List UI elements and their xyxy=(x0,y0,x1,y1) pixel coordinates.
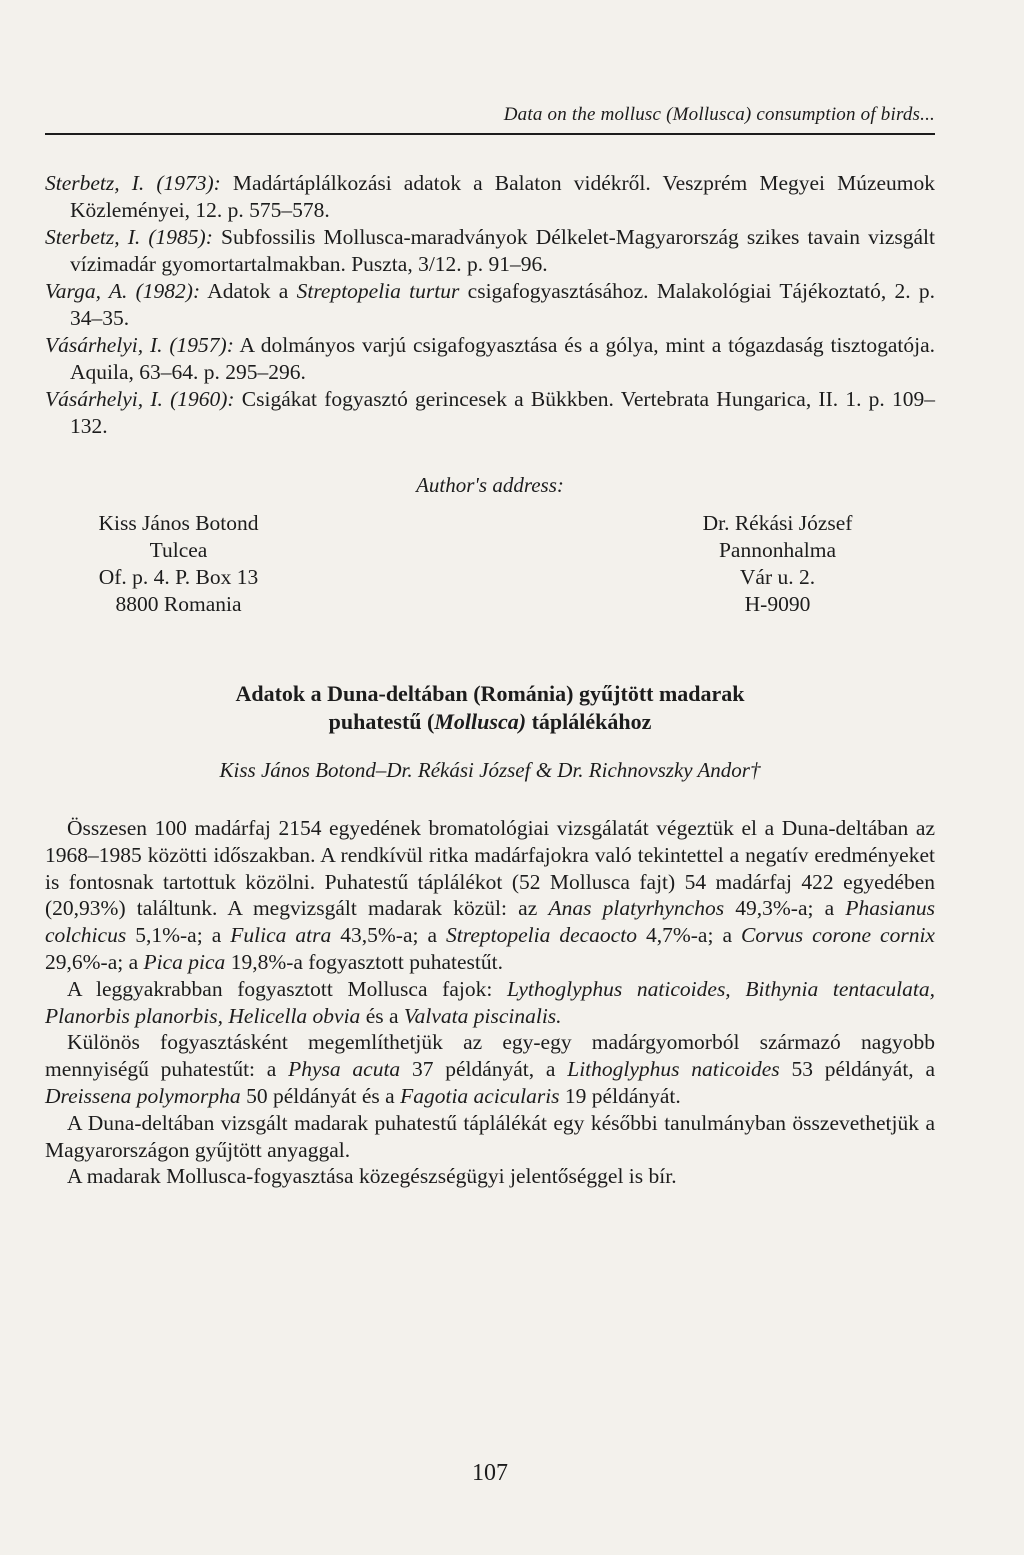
text: 19 példányát. xyxy=(559,1083,681,1108)
species-name: Dreissena polymorpha xyxy=(45,1083,241,1108)
reference-author: Vásárhelyi, I. (1960): xyxy=(45,387,235,411)
species-name: Lithoglyphus naticoides xyxy=(567,1057,780,1082)
address-line: H-9090 xyxy=(744,592,811,616)
reference-item xyxy=(45,332,935,386)
species-name: Fagotia acicularis xyxy=(400,1083,560,1108)
abstract-paragraph xyxy=(45,976,935,1030)
text: 5,1%-a; a xyxy=(126,923,231,948)
species-name: Corvus corone cornix xyxy=(741,923,935,948)
reference-author: Sterbetz, I. (1973): xyxy=(45,171,221,195)
text: Összesen 100 madárfaj 2154 egyedének bromatológiai vizsgálatát végeztük el a Duna-deltában az 1968–1985 közötti időszakban. A rendkívül ritka madárfajokra való tekintettel a negatív eredményeket is fontosnak tartottuk közölni. Puhatestű táplálékot (52 Mollusca fajt) 54 madárfaj 422 egyedében (20,93%) találtunk. A megvizsgált madarak közül: az xyxy=(45,816,935,921)
text: A leggyakrabban fogyasztott Mollusca fajok: xyxy=(67,976,508,1001)
species-name: Streptopelia decaocto xyxy=(446,923,637,948)
reference-author: Vásárhelyi, I. (1957): xyxy=(45,333,234,357)
page-number: 107 xyxy=(472,1460,508,1486)
address-block-right xyxy=(680,510,875,618)
reference-list xyxy=(45,170,935,440)
address-heading: Author's address: xyxy=(416,473,564,497)
species-name: Valvata piscinalis. xyxy=(403,1003,562,1028)
reference-title: Adatok a xyxy=(200,279,297,303)
species-name: Fulica atra xyxy=(230,923,332,948)
reference-species: Streptopelia turtur xyxy=(296,279,460,303)
text: Különös fogyasztásként megemlíthetjük az egy-egy madárgyomorból származó nagyobb mennyiségű puhatestűt: a xyxy=(45,1030,935,1082)
address-line: 8800 Romania xyxy=(115,592,242,616)
abstract-paragraph xyxy=(45,815,935,976)
reference-item xyxy=(45,224,935,278)
abstract-paragraph: A madarak Mollusca-fogyasztása közegészségügyi jelentőséggel is bír. xyxy=(67,1164,677,1189)
abstract-paragraph xyxy=(45,1029,935,1109)
text: és a xyxy=(360,1003,404,1028)
reference-title: Subfossilis Mollusca-maradványok Délkelet-Magyarország szikes tavain vizsgált vízimadár gyomortartalmakban. Puszta, 3/12. p. 91–96. xyxy=(70,225,936,276)
abstract-paragraph: A Duna-deltában vizsgált madarak puhatestű táplálékát egy későbbi tanulmányban összevethetjük a Magyarországon gyűjtött anyaggal. xyxy=(45,1110,935,1162)
species-name: Physa acuta xyxy=(288,1057,401,1082)
reference-author: Sterbetz, I. (1985): xyxy=(45,225,213,249)
text: 53 példányát, a xyxy=(779,1057,935,1082)
running-head: Data on the mollusc (Mollusca) consumption of birds... xyxy=(503,104,935,125)
reference-item xyxy=(45,170,935,224)
reference-title: Csigákat fogyasztó gerincesek a Bükkben. Vertebrata Hungarica, II. 1. p. 109–132. xyxy=(70,387,935,438)
address-line: Tulcea xyxy=(149,538,208,562)
text: 49,3%-a; a xyxy=(724,896,846,921)
reference-author: Varga, A. (1982): xyxy=(45,279,201,303)
address-line: Dr. Rékási József xyxy=(702,511,853,535)
article-title-line xyxy=(45,708,935,736)
text: 4,7%-a; a xyxy=(636,923,741,948)
text: 50 példányát és a xyxy=(240,1083,401,1108)
species-name: Pica pica xyxy=(143,949,226,974)
address-block-left xyxy=(66,510,291,618)
species-name: Phasianus colchicus xyxy=(45,896,936,948)
address-line: Of. p. 4. P. Box 13 xyxy=(98,565,259,589)
article-title xyxy=(45,680,935,736)
address-line: Pannonhalma xyxy=(718,538,837,562)
reference-title: A dolmányos varjú csigafogyasztása és a gólya, mint a tógazdaság tisztogatója. Aquila, 63–64. p. 295–296. xyxy=(70,333,935,384)
article-title-taxon: Mollusca) xyxy=(434,709,527,734)
article-title-line: Adatok a Duna-deltában (Románia) gyűjtött madarak xyxy=(235,681,745,706)
text: 19,8%-a fogyasztott puhatestűt. xyxy=(225,949,503,974)
article-title-part: puhatestű ( xyxy=(328,709,435,734)
reference-title: Madártáplálkozási adatok a Balaton vidékről. Veszprém Megyei Múzeumok Közleményei, 12. p. 575–578. xyxy=(70,171,936,222)
text: 37 példányát, a xyxy=(400,1057,568,1082)
abstract xyxy=(45,815,935,1190)
reference-title-rest: csigafogyasztásához. Malakológiai Tájékoztató, 2. p. 34–35. xyxy=(70,279,936,330)
species-name: Anas platyrhynchos xyxy=(548,896,725,921)
reference-item xyxy=(45,386,935,440)
article-authors: Kiss János Botond–Dr. Rékási József & Dr. Richnovszky Andor† xyxy=(219,758,761,782)
text: 43,5%-a; a xyxy=(331,923,447,948)
header-rule xyxy=(45,133,935,135)
address-line: Vár u. 2. xyxy=(739,565,816,589)
species-name: Lythoglyphus naticoides, Bithynia tentaculata, Planorbis planorbis, Helicella obvia xyxy=(45,976,936,1028)
text: 29,6%-a; a xyxy=(45,949,144,974)
reference-item xyxy=(45,278,935,332)
article-title-part: táplálékához xyxy=(526,709,652,734)
address-line: Kiss János Botond xyxy=(98,511,259,535)
